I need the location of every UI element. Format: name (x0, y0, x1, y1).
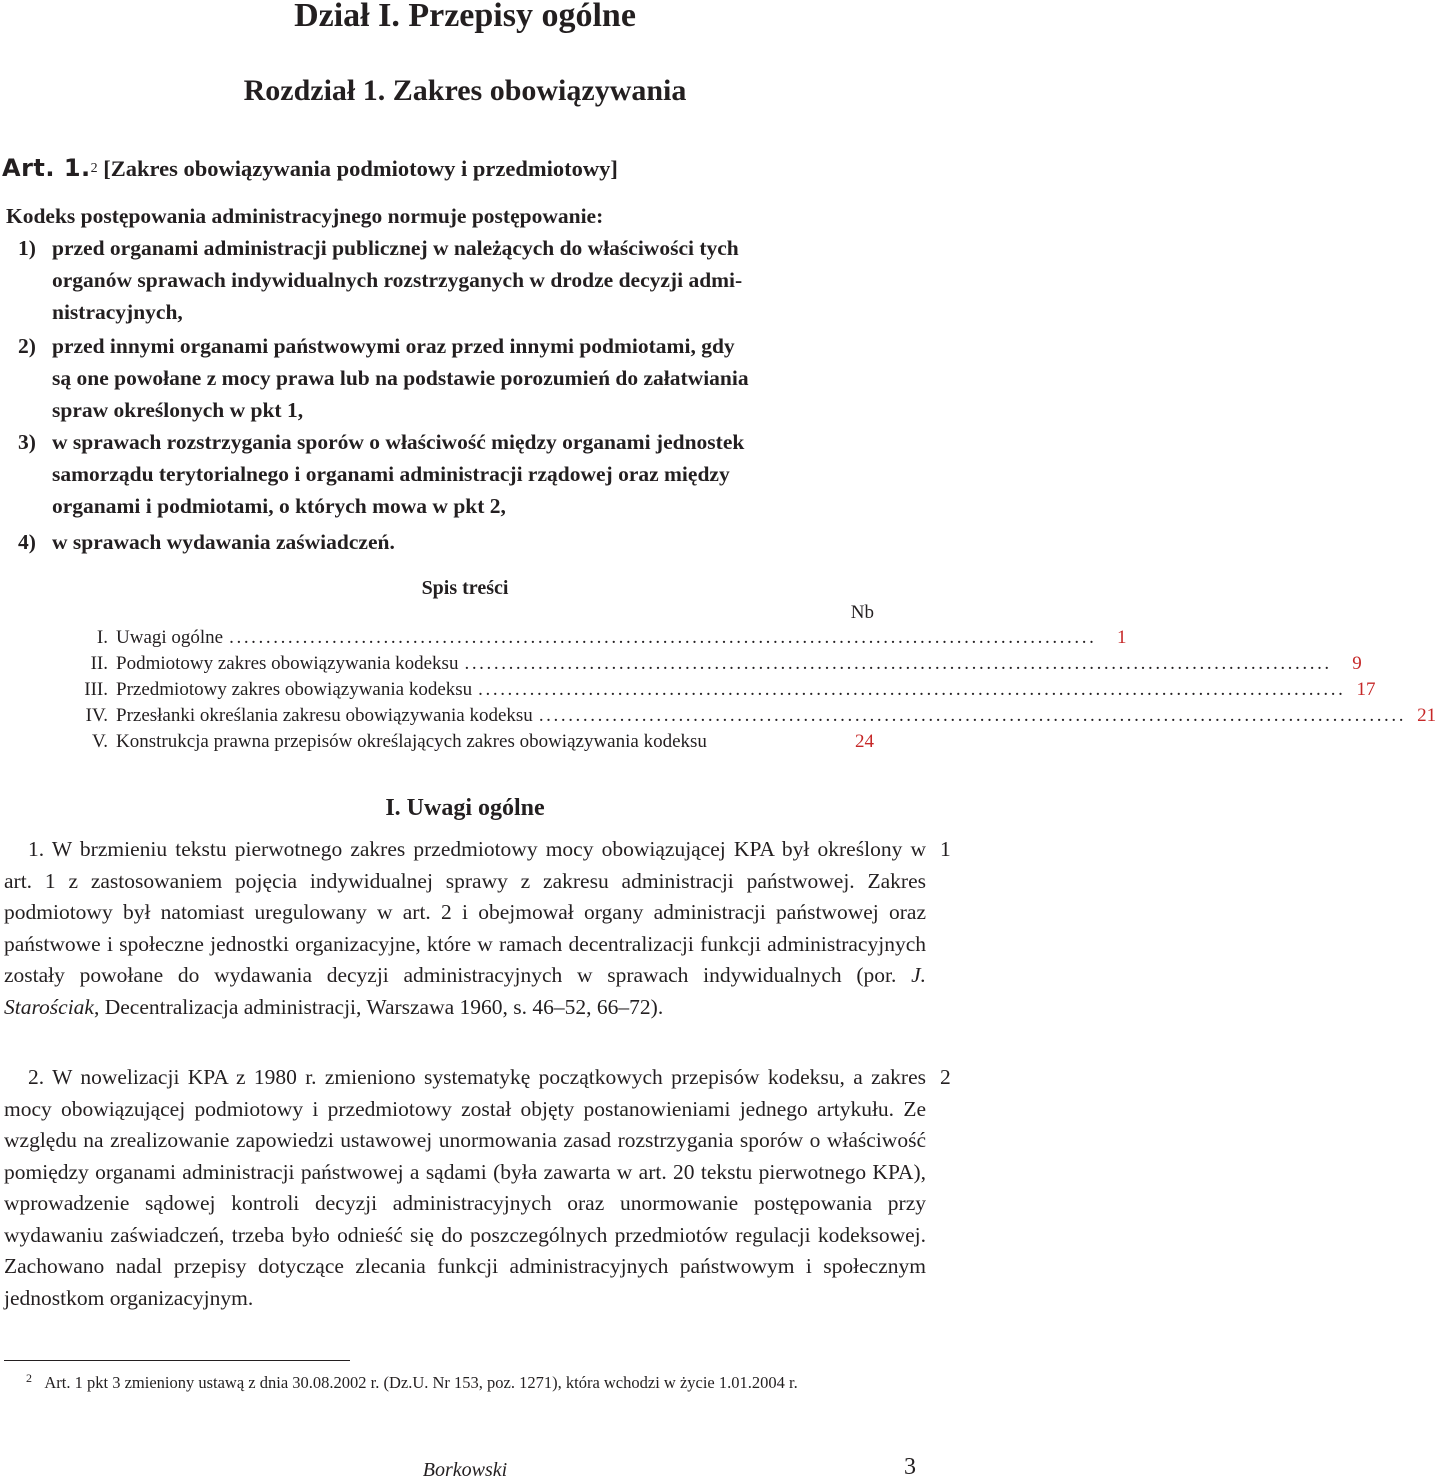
footnote-marker: 2 (26, 1371, 32, 1385)
toc-leader-dots: ...................................................................................................................... (229, 627, 1097, 648)
footnote (4, 1370, 926, 1397)
article-intro: Kodeks postępowania administracyjnego normuje postępowanie: (6, 204, 604, 228)
toc-leader-dots: ...................................................................................................................... (538, 705, 1407, 726)
toc-text: Uwagi ogólne (116, 627, 224, 648)
item-line: w sprawach rozstrzygania sporów o właściwość między organami jednostek (52, 430, 745, 454)
page-number: 3 (904, 1454, 916, 1480)
item-line: przed organami administracji publicznej w należących do właściwości tych (52, 236, 739, 260)
item-line: organów sprawach indywidualnych rozstrzyganych w drodze decyzji admi- (52, 268, 743, 292)
article-footnote-ref: 2 (90, 161, 98, 176)
section-title: I. Uwagi ogólne (385, 795, 545, 821)
article-subject: [Zakres obowiązywania podmiotowy i przedmiotowy] (103, 156, 618, 181)
margin-number: 1 (940, 837, 951, 861)
paragraph-text: 2. W nowelizacji KPA z 1980 r. zmieniono systematykę początkowych przepisów kodeksu, a zakres mocy obowiązującej podmiotowy i przedmiotowy został objęty postanowieniami jednego artykułu. Ze względu na zrealizowanie zapowiedzi ustawowej unormowania zasad rozstrzygania sporów o właściwość pomiędzy organami administracji państwowej a sądami (była zawarta w art. 20 tekstu pierwotnego KPA), wprowadzenie sądowej kontroli decyzji administracyjnych oraz unormowanie postępowania przy wydawaniu zaświadczeń, trzeba było odnieść się do poszczególnych przedmiotów regulacji kodeksowej. Zachowano nadal przepisy dotyczące zlecania funkcji administracyjnych państwowym i społecznym jednostkom organizacyjnym. (4, 1065, 926, 1310)
cited-author: J. Starościak (4, 963, 926, 1019)
item-line: spraw określonych w pkt 1, (52, 398, 304, 422)
toc-page: 1 (1116, 627, 1127, 648)
toc-text: Przedmiotowy zakres obowiązywania kodeksu (116, 679, 473, 700)
toc-page: 24 (855, 731, 874, 752)
toc-entry[interactable] (60, 703, 1436, 729)
footnote-rule (4, 1360, 350, 1361)
article-number: Art. 1. (2, 154, 91, 182)
item-line: przed innymi organami państwowymi oraz przed innymi podmiotami, gdy (52, 334, 735, 358)
item-marker: 4) (18, 530, 36, 554)
toc-roman: I. (96, 627, 108, 648)
paragraph-text: 1. W brzmieniu tekstu pierwotnego zakres przedmiotowy mocy obowiązującej KPA był określony w art. 1 z zastosowaniem pojęcia indywidualnej sprawy z zakresu administracji państwowej. Zakres podmiotowy był natomiast uregulowany w art. 2 i obejmował organy administracji państwowej oraz państwowe i społeczne jednostki organizacyjne, które w ramach decentralizacji funkcji administracyjnych zostały powołane do wydawania decyzji administracyjnych w sprawach indywidualnych (por. (4, 837, 926, 987)
item-marker: 3) (18, 430, 36, 454)
article-heading (2, 152, 942, 189)
toc-leader-dots: ...................................................................................................................... (478, 679, 1346, 700)
toc-entry[interactable] (60, 651, 1362, 677)
commentary-paragraph (4, 834, 926, 1023)
item-marker: 1) (18, 236, 36, 260)
toc-text: Przesłanki określania zakresu obowiązywania kodeksu (116, 705, 533, 726)
toc-entry[interactable] (60, 729, 874, 755)
toc-nb-label: Nb (850, 602, 874, 623)
toc-page: 9 (1352, 653, 1362, 674)
item-line: w sprawach wydawania zaświadczeń. (52, 530, 395, 554)
toc-page: 17 (1356, 679, 1376, 700)
toc-roman: II. (90, 653, 108, 674)
item-line: samorządu terytorialnego i organami administracji rządowej oraz między (52, 462, 730, 486)
footer-author: Borkowski (422, 1459, 508, 1481)
item-line: są one powołane z mocy prawa lub na podstawie porozumień do załatwiania (52, 366, 749, 390)
item-marker: 2) (18, 334, 36, 358)
toc-roman: IV. (85, 705, 108, 726)
item-line: organami i podmiotami, o których mowa w pkt 2, (52, 494, 506, 518)
item-line: nistracyjnych, (52, 300, 183, 324)
division-title: Dział I. Przepisy ogólne (294, 0, 636, 34)
toc-entry[interactable] (60, 677, 1376, 703)
toc-leader-dots: ...................................................................................................................... (464, 653, 1332, 674)
footnote-text: Art. 1 pkt 3 zmieniony ustawą z dnia 30.08.2002 r. (Dz.U. Nr 153, poz. 1271), która wchodzi w życie 1.01.2004 r. (44, 1373, 798, 1392)
commentary-paragraph (4, 1062, 926, 1314)
toc-entry[interactable] (60, 625, 1127, 651)
toc-roman: V. (91, 731, 108, 752)
chapter-title: Rozdział 1. Zakres obowiązywania (243, 74, 687, 107)
toc-title: Spis treści (421, 577, 509, 599)
toc-text: Podmiotowy zakres obowiązywania kodeksu (116, 653, 459, 674)
toc-page: 21 (1417, 705, 1436, 726)
paragraph-text: , Decentralizacja administracji, Warszawa 1960, s. 46–52, 66–72). (93, 994, 664, 1019)
toc-text: Konstrukcja prawna przepisów określających zakres obowiązywania kodeksu (116, 731, 707, 752)
toc-roman: III. (84, 679, 108, 700)
margin-number: 2 (940, 1065, 951, 1089)
